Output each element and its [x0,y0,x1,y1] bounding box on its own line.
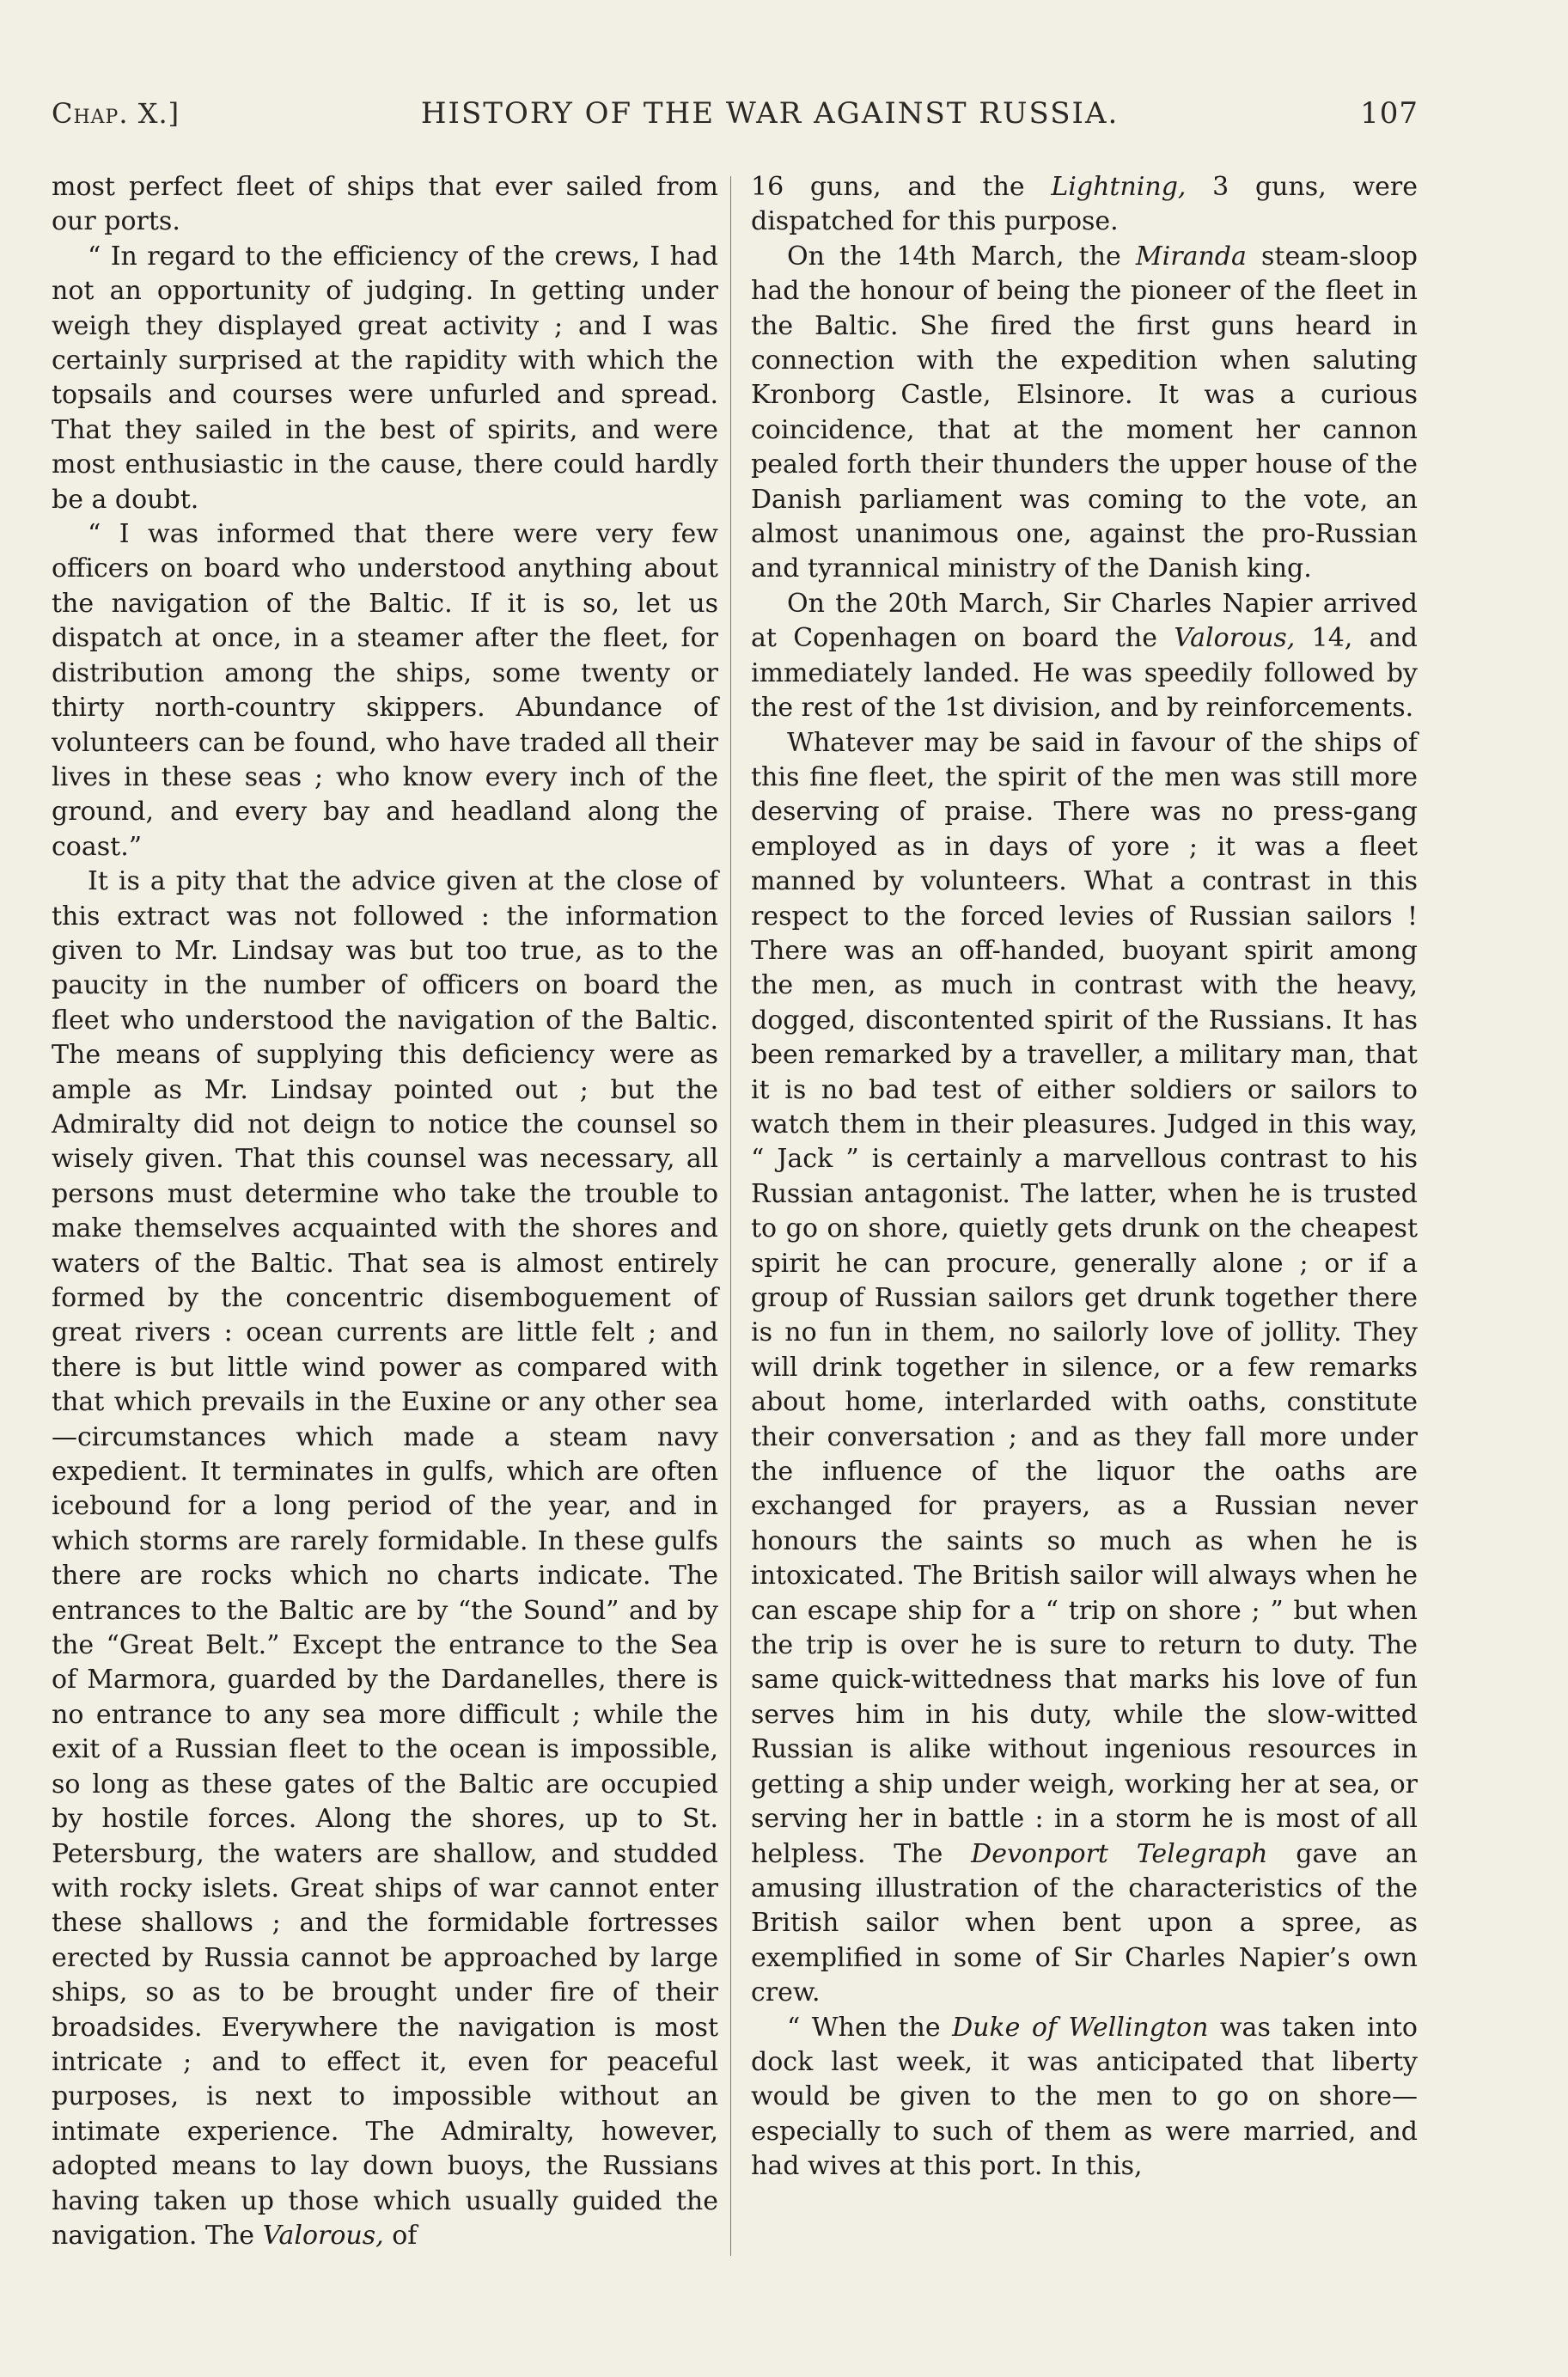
paragraph-text: 16 guns, and the [751,172,1025,202]
left-column [52,170,718,2253]
ship-name: Duke of Wellington [952,2012,1209,2043]
paragraph [751,170,1418,240]
paragraph-text: 3 guns, were dispatched for this purpose. [751,172,1418,237]
paragraph-text: of [392,2220,418,2251]
paragraph-text: 14, and immediately landed. He was speedily followed by the rest of the 1st division, and by reinforcements. [751,623,1418,724]
paragraph: most perfect fleet of ships that ever sailed from our ports. [52,172,718,237]
paragraph-text: Whatever may be said in favour of the ships of this fine fleet, the spirit of the men was still more deserving of praise. There was no press-gang employed as in days of yore ; it was a fleet manned by volunteers. What a contrast in this respect to the forced levies of Russian sailors ! There was an off-handed, buoyant spirit among the men, as much in contrast with the heavy, dogged, discontented spirit of the Russians. It has been remarked by a traveller, a military man, that it is no bad test of either soldiers or sailors to watch them in their pleasures. Judged in this way, “ Jack ” is certainly a marvellous contrast to his Russian antagonist. The latter, when he is trusted to go on shore, quietly gets drunk on the cheapest spirit he can procure, generally alone ; or if a group of Russian sailors get drunk together there is no fun in them, no sailorly love of jollity. They will drink together in silence, or a few remarks about home, interlarded with oaths, constitute their conversation ; and as they fall more under the influence of the liquor the oaths are exchanged for prayers, as a Russian never honours the saints so much as when he is intoxicated. The British sailor will always when he can escape ship for a “ trip on shore ; ” but when the trip is over he is sure to return to duty. The same quick-wittedness that marks his love of fun serves him in his duty, while the slow-witted Russian is alike without ingenious resources in getting a ship under weigh, working her at sea, or serving her in battle : in a storm he is most of all helpless. The [751,727,1418,1869]
column-divider [730,176,731,2256]
paragraph-text: On the 20th March, Sir Charles Napier arrived at Copenhagen on board the [751,588,1418,654]
paragraph [751,240,1418,587]
paragraph-text: On the 14th March, the [787,241,1121,272]
ship-name: Valorous, [262,2220,384,2251]
paragraph: “ In regard to the efficiency of the crews, I had not an opportunity of judging. In getting under weigh they displayed great activity ; and I was certainly surprised at the rapidity with which the topsails and courses were unfurled and spread. That they sailed in the best of spirits, and were most enthusiastic in the cause, there could hardly be a doubt. [52,241,718,515]
ship-name: Valorous, [1174,623,1296,654]
newspaper-name: Devonport Telegraph [971,1838,1268,1869]
paragraph [751,587,1418,726]
running-header [52,96,1419,148]
page-number: 107 [1360,96,1419,131]
right-column [751,170,1418,2185]
ship-name: Lightning, [1051,172,1187,202]
paragraph-text: was taken into dock last week, it was anticipated that liberty would be given to the men to go on shore—especially to such of them as were married, and had wives at this port. In this, [751,2012,1418,2182]
ship-name: Miranda [1135,241,1247,272]
paragraph [751,2011,1418,2185]
running-title: HISTORY OF THE WAR AGAINST RUSSIA. [420,96,1120,131]
paragraph-text: “ When the [787,2012,941,2043]
paragraph-text: steam-sloop had the honour of being the pioneer of the fleet in the Baltic. She fired the first guns heard in connection with the expedition when saluting Kronborg Castle, Elsinore. It was a curious coincidence, that at the moment her cannon pealed forth their thunders the upper house of the Danish parliament was coming to the vote, an almost unanimous one, against the pro-Russian and tyrannical ministry of the Danish king. [751,241,1418,584]
paragraph [52,865,718,2253]
paragraph: “ I was informed that there were very few officers on board who understood anything about the navigation of the Baltic. If it is so, let us dispatch at once, in a steamer after the fleet, for distribution among the ships, some twenty or thirty north-country skippers. Abundance of volunteers can be found, who have traded all their lives in these seas ; who know every inch of the ground, and every bay and headland along the coast.” [52,519,718,862]
paragraph [751,726,1418,2011]
chapter-label: Chap. X.] [52,97,180,130]
paragraph-text: It is a pity that the advice given at the close of this extract was not followed : the information given to Mr. Lindsay was but too true, as to the paucity in the number of officers on board the fleet who understood the navigation of the Baltic. The means of supplying this deficiency were as ample as Mr. Lindsay pointed out ; but the Admiralty did not deign to notice the counsel so wisely given. That this counsel was necessary, all persons must determine who take the trouble to make themselves acquainted with the shores and waters of the Baltic. That sea is almost entirely formed by the concentric disemboguement of great rivers : ocean currents are little felt ; and there is but little wind power as compared with that which prevails in the Euxine or any other sea—circumstances which made a steam navy expedient. It terminates in gulfs, which are often icebound for a long period of the year, and in which storms are rarely formidable. In these gulfs there are rocks which no charts indicate. The entrances to the Baltic are by “the Sound” and by the “Great Belt.” Except the entrance to the Sea of Marmora, guarded by the Dardanelles, there is no entrance to any sea more difficult ; while the exit of a Russian fleet to the ocean is impossible, so long as these gates of the Baltic are occupied by hostile forces. Along the shores, up to St. Petersburg, the waters are shallow, and studded with rocky islets. Great ships of war cannot enter these shallows ; and the formidable fortresses erected by Russia cannot be approached by large ships, so as to be brought under fire of their broadsides. Everywhere the navigation is most intricate ; and to effect it, even for peaceful purposes, is next to impossible without an intimate experience. The Admiralty, however, adopted means to lay down buoys, the Russians having taken up those which usually guided the navigation. The [52,866,718,2251]
paragraph-text: gave an amusing illustration of the characteristics of the British sailor when bent upon a spree, as exemplified in some of Sir Charles Napier’s own crew. [751,1838,1419,2008]
